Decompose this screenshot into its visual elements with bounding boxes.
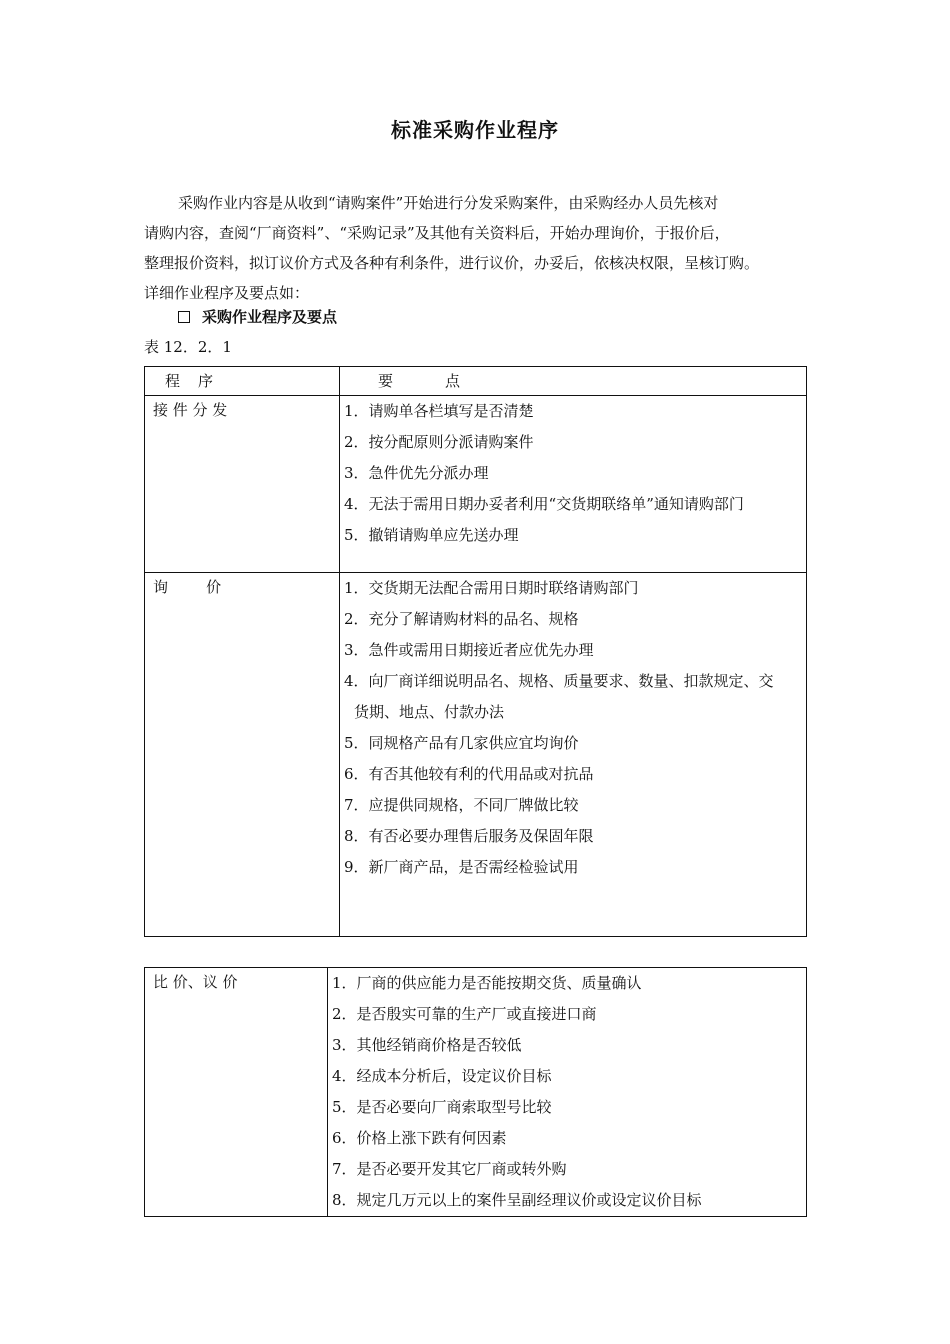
table-row [145,573,807,937]
point-item: 3．急件优先分派办理 [344,464,489,482]
point-item: 4．向厂商详细说明品名、规格、质量要求、数量、扣款规定、交 [344,672,774,690]
procedure-table-continued [144,967,807,1217]
intro-line: 请购内容，查阅“厂商资料”、“采购记录”及其他有关资料后，开始办理询价，于报价后， [144,224,730,242]
header-points-b: 点 [445,372,461,390]
point-item: 6．有否其他较有利的代用品或对抗品 [344,765,594,783]
intro-line: 整理报价资料，拟订议价方式及各种有利条件，进行议价，办妥后，依核决权限，呈核订购。 [144,254,760,272]
point-item: 2．按分配原则分派请购案件 [344,433,534,451]
point-item: 3．其他经销商价格是否较低 [332,1036,522,1054]
header-procedure: 程序 [145,367,340,396]
point-item: 3．急件或需用日期接近者应优先办理 [344,641,594,659]
procedure-points [328,968,807,1217]
point-item-continued: 货期、地点、付款办法 [354,703,505,721]
section-heading [178,306,337,327]
point-item: 9．新厂商产品，是否需经检验试用 [344,858,579,876]
point-item: 1．请购单各栏填写是否清楚 [344,402,534,420]
table-row [145,968,807,1217]
point-item: 5．撤销请购单应先送办理 [344,526,519,544]
document-title: 标准采购作业程序 [391,118,559,142]
point-item: 7．应提供同规格，不同厂牌做比较 [344,796,579,814]
point-item: 1．厂商的供应能力是否能按期交货、质量确认 [332,974,642,992]
header-points-a: 要 [378,372,394,390]
header-points [340,367,807,396]
procedure-table [144,366,807,937]
table-row [145,396,807,573]
point-item: 4．无法于需用日期办妥者利用“交货期联络单”通知请购部门 [344,495,744,513]
point-item: 4．经成本分析后，设定议价目标 [332,1067,552,1085]
point-item: 2．是否殷实可靠的生产厂或直接进口商 [332,1005,597,1023]
point-item: 2．充分了解请购材料的品名、规格 [344,610,579,628]
point-item: 5．是否必要向厂商索取型号比较 [332,1098,552,1116]
intro-line: 采购作业内容是从收到“请购案件”开始进行分发采购案件，由采购经办人员先核对 [178,194,719,212]
intro-line: 详细作业程序及要点如： [144,284,310,302]
procedure-name: 接 件 分 发 [145,396,340,573]
procedure-points [340,396,807,573]
point-item: 6．价格上涨下跌有何因素 [332,1129,507,1147]
checkbox-square-icon [178,311,190,323]
procedure-points [340,573,807,937]
point-item: 1．交货期无法配合需用日期时联络请购部门 [344,579,639,597]
table-header-row [145,367,807,396]
point-item: 8．规定几万元以上的案件呈副经理议价或设定议价目标 [332,1191,702,1209]
point-item: 8．有否必要办理售后服务及保固年限 [344,827,594,845]
section-heading-text: 采购作业程序及要点 [202,308,338,326]
point-item: 5．同规格产品有几家供应宜均询价 [344,734,579,752]
table-caption: 表 12．2．1 [144,338,232,356]
intro-paragraph [144,188,808,308]
procedure-name: 询 价 [145,573,340,937]
point-item: 7．是否必要开发其它厂商或转外购 [332,1160,567,1178]
procedure-name: 比 价、议 价 [145,968,328,1217]
